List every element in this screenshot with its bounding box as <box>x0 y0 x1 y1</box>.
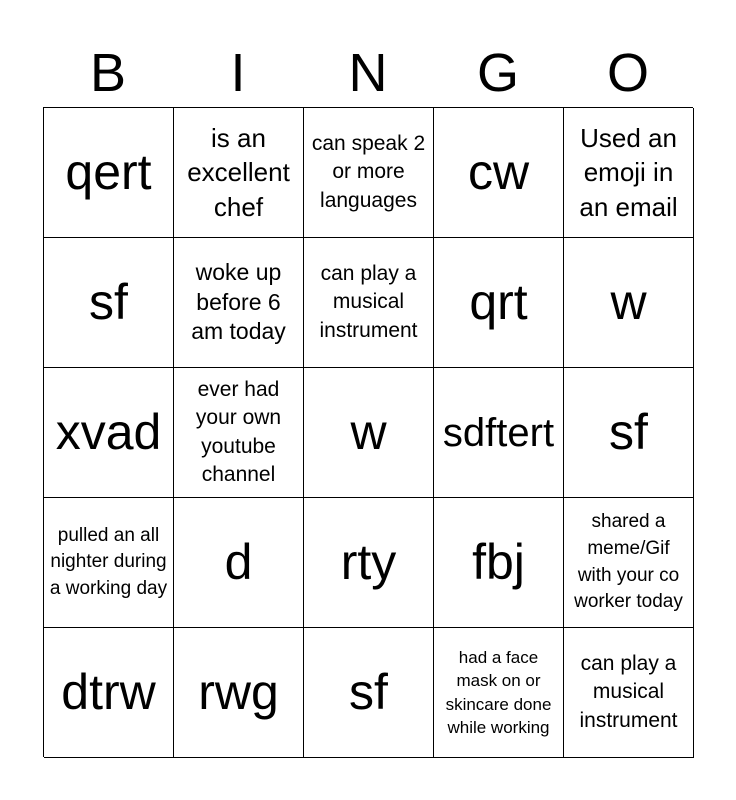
bingo-cell[interactable] <box>44 368 174 498</box>
cell-text: dtrw <box>61 664 156 721</box>
header-letter-g: G <box>476 43 519 103</box>
bingo-cell[interactable] <box>564 498 694 628</box>
bingo-cell[interactable] <box>174 238 304 368</box>
bingo-cell[interactable] <box>44 498 174 628</box>
bingo-cell[interactable] <box>434 628 564 758</box>
cell-text: d <box>224 534 253 591</box>
cell-text: xvad <box>55 404 162 461</box>
cell-text: sf <box>349 664 388 721</box>
header-letter-n: N <box>348 43 388 103</box>
bingo-cell[interactable] <box>304 368 434 498</box>
bingo-cell[interactable] <box>564 238 694 368</box>
bingo-header <box>43 40 693 106</box>
bingo-board <box>43 107 693 757</box>
cell-text: w <box>610 274 647 331</box>
bingo-cell[interactable] <box>44 628 174 758</box>
cell-text: can play a musical instrument <box>319 261 418 342</box>
bingo-cell[interactable] <box>174 368 304 498</box>
cell-text: rty <box>340 534 397 591</box>
bingo-cell[interactable] <box>44 238 174 368</box>
bingo-cell[interactable] <box>564 628 694 758</box>
cell-text: rwg <box>198 664 279 721</box>
cell-text: w <box>350 404 387 461</box>
cell-text: pulled an all nighter during a working day <box>49 524 168 599</box>
cell-text: qrt <box>469 274 528 331</box>
cell-text: sf <box>609 404 648 461</box>
cell-text: fbj <box>472 534 525 591</box>
cell-text: sf <box>89 274 128 331</box>
bingo-cell[interactable] <box>44 108 174 238</box>
bingo-cell[interactable] <box>174 498 304 628</box>
bingo-cell[interactable] <box>304 238 434 368</box>
bingo-cell[interactable] <box>304 108 434 238</box>
bingo-cell[interactable] <box>174 108 304 238</box>
bingo-cell[interactable] <box>304 628 434 758</box>
cell-text: had a face mask on or skincare done while working <box>445 647 552 737</box>
cell-text: cw <box>467 144 530 201</box>
cell-text: shared a meme/Gif with your co worker today <box>574 511 683 613</box>
cell-text: woke up before 6 am today <box>191 258 286 345</box>
bingo-cell[interactable] <box>564 368 694 498</box>
header-letter-o: O <box>606 43 649 103</box>
header-letter-i: I <box>230 43 246 103</box>
cell-text: qert <box>65 144 152 201</box>
cell-text: sdftert <box>442 410 555 455</box>
bingo-cell[interactable] <box>564 108 694 238</box>
bingo-cell[interactable] <box>434 238 564 368</box>
bingo-cell[interactable] <box>304 498 434 628</box>
bingo-cell[interactable] <box>434 108 564 238</box>
cell-text: can play a musical instrument <box>579 651 678 732</box>
bingo-cell[interactable] <box>174 628 304 758</box>
cell-text: ever had your own youtube channel <box>195 377 282 486</box>
cell-text: is an excellent chef <box>187 122 290 222</box>
cell-text: can speak 2 or more languages <box>311 131 426 212</box>
cell-text: Used an emoji in an email <box>579 122 678 222</box>
bingo-cell[interactable] <box>434 368 564 498</box>
header-letter-b: B <box>89 43 127 103</box>
bingo-cell[interactable] <box>434 498 564 628</box>
